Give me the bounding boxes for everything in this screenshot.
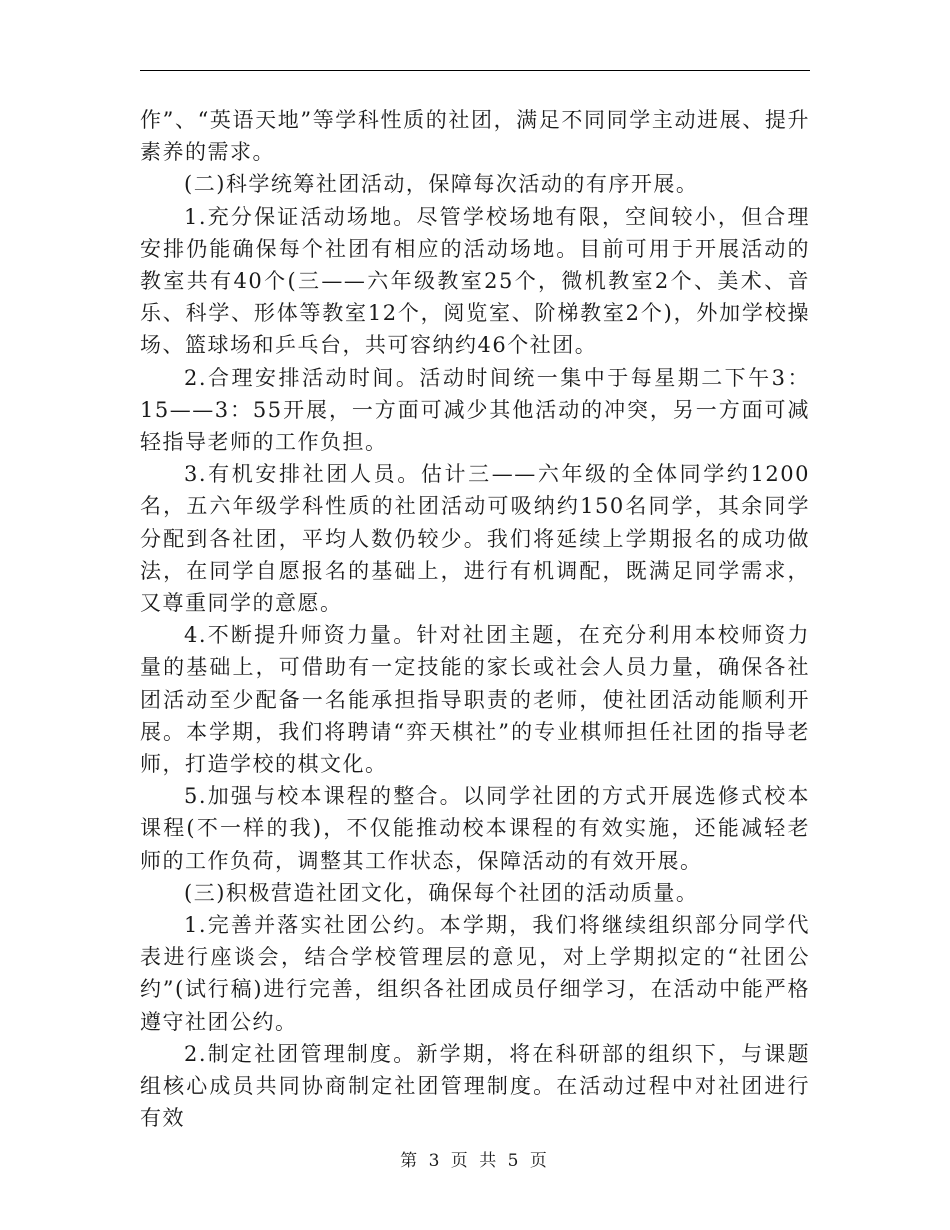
- document-body: [140, 104, 810, 1135]
- page-footer: 第 3 页 共 5 页: [400, 1151, 550, 1171]
- section-heading-2: (二)科学统筹社团活动，保障每次活动的有序开展。: [184, 172, 699, 197]
- paragraph-management: 2.制定社团管理制度。新学期，将在科研部的组织下，与课题组核心成员共同协商制定社团管理制度。在活动过程中对社团进行有效: [140, 1041, 810, 1131]
- section-heading-3: (三)积极营造社团文化，确保每个社团的活动质量。: [184, 880, 699, 905]
- header-rule: [140, 70, 810, 71]
- paragraph-convention: 1.完善并落实社团公约。本学期，我们将继续组织部分同学代表进行座谈会，结合学校管理层的意见，对上学期拟定的“社团公约”(试行稿)进行完善，组织各社团成员仔细学习，在活动中能严格遵守社团公约。: [140, 913, 810, 1034]
- paragraph-curriculum: 5.加强与校本课程的整合。以同学社团的方式开展选修式校本课程(不一样的我)，不仅能推动校本课程的有效实施，还能减轻老师的工作负荷，调整其工作状态，保障活动的有效开展。: [140, 784, 810, 873]
- paragraph-teachers: 4.不断提升师资力量。针对社团主题，在充分利用本校师资力量的基础上，可借助有一定技能的家长或社会人员力量，确保各社团活动至少配备一名能承担指导职责的老师，使社团活动能顺利开展。本学期，我们将聘请“弈天棋社”的专业棋师担任社团的指导老师，打造学校的棋文化。: [140, 623, 810, 777]
- paragraph-time: 2.合理安排活动时间。活动时间统一集中于每星期二下午3：15——3：55开展，一方面可减少其他活动的冲突，另一方面可减轻指导老师的工作负担。: [140, 365, 810, 455]
- paragraph-venue: 1.充分保证活动场地。尽管学校场地有限，空间较小，但合理安排仍能确保每个社团有相应的活动场地。目前可用于开展活动的教室共有40个(三——六年级教室25个，微机教室2个、美术、音乐、科学、形体等教室12个，阅览室、阶梯教室2个)，外加学校操场、篮球场和乒乓台，共可容纳约46个社团。: [140, 204, 810, 358]
- paragraph-members: 3.有机安排社团人员。估计三——六年级的全体同学约1200名，五六年级学科性质的社团活动可吸纳约150名同学，其余同学分配到各社团，平均人数仍较少。我们将延续上学期报名的成功做法，在同学自愿报名的基础上，进行有机调配，既满足同学需求，又尊重同学的意愿。: [140, 462, 810, 616]
- paragraph-1: 作”、“英语天地”等学科性质的社团，满足不同同学主动进展、提升素养的需求。: [140, 108, 810, 165]
